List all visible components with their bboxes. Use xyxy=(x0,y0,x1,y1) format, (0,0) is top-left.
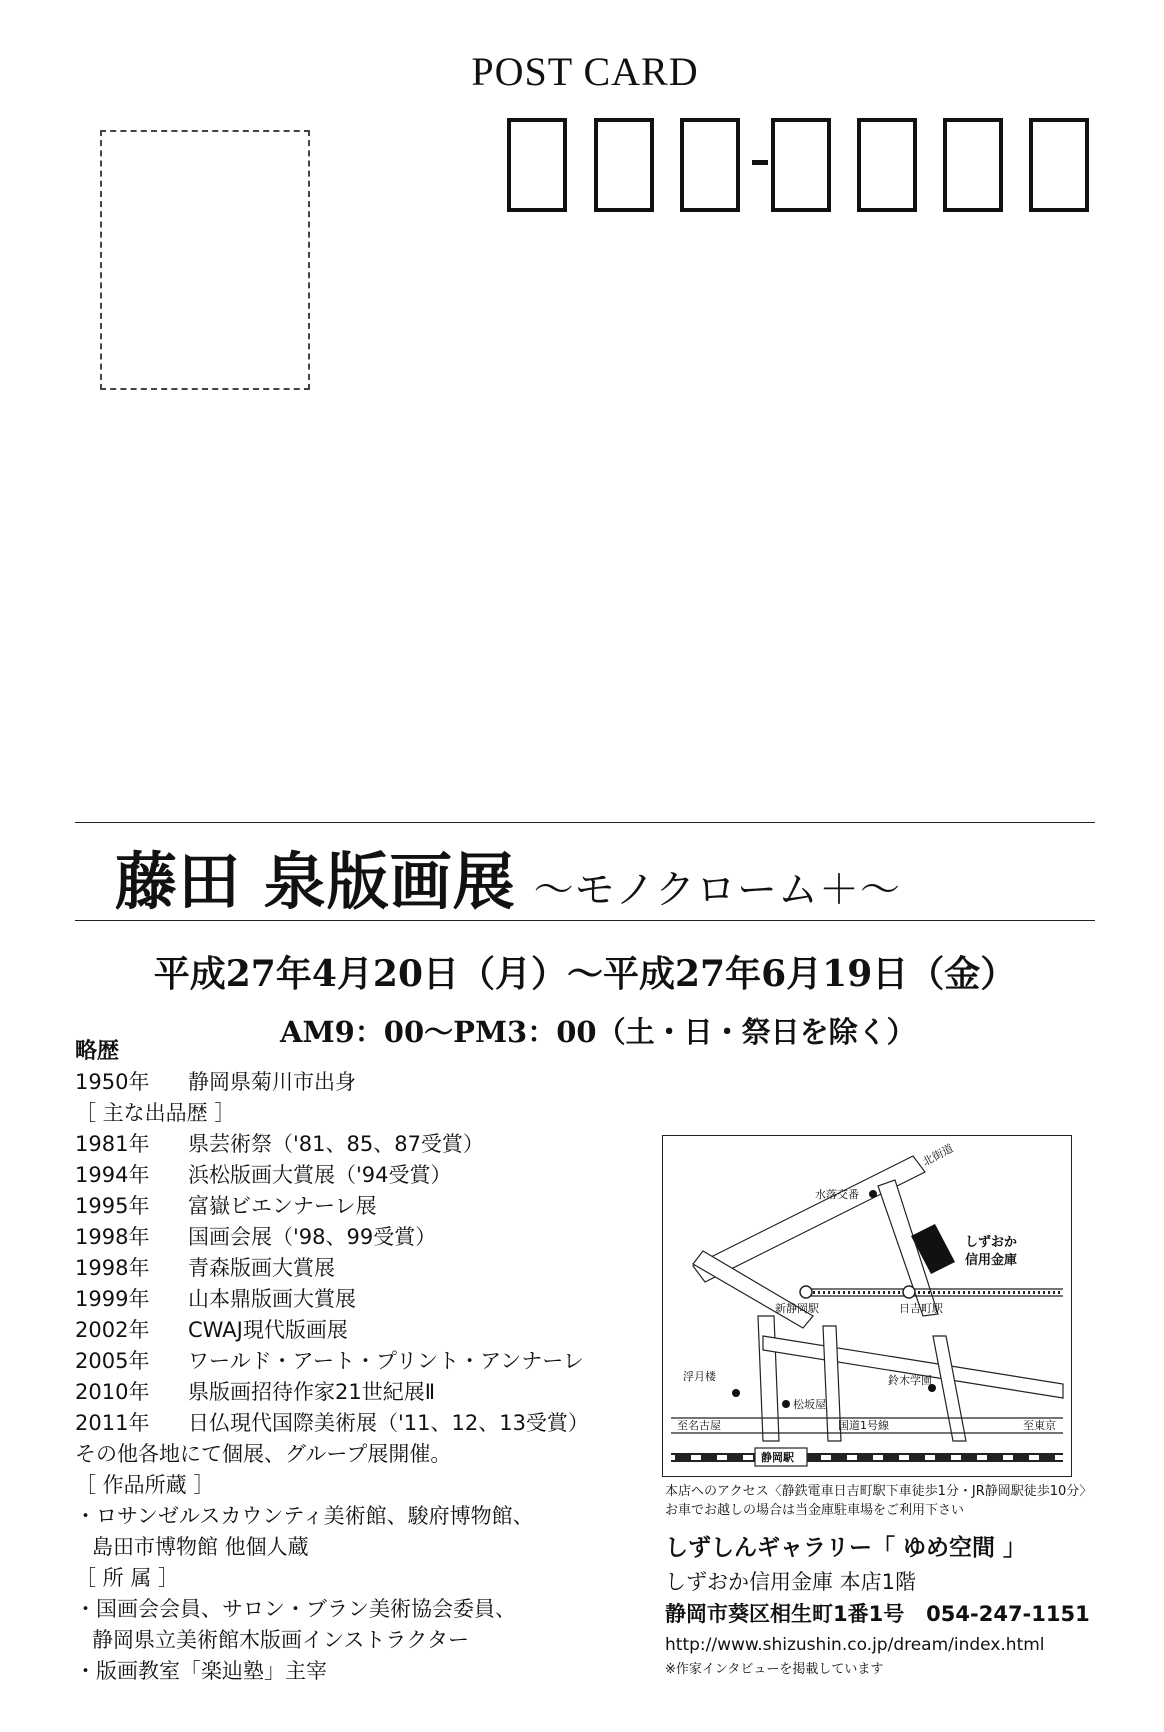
parking-note: お車でお越しの場合は当金庫駐車場をご利用下さい xyxy=(665,1503,965,1518)
map-label-suzuki-gakuen: 鈴木学園 xyxy=(888,1374,932,1387)
bio-year: 1998年 xyxy=(75,1225,150,1249)
bio-text: CWAJ現代版画展 xyxy=(188,1318,348,1342)
affiliation-heading: ［ 所 属 ］ xyxy=(75,1566,180,1590)
exhibition-history-item xyxy=(75,1377,635,1408)
map-label-mizuochi: 水落交番 xyxy=(815,1188,859,1201)
collections-line: 島田市博物館 他個人蔵 xyxy=(92,1535,309,1559)
marker-icon xyxy=(869,1190,877,1198)
bio-text: 静岡県菊川市出身 xyxy=(188,1070,356,1094)
access-directions: 本店へのアクセス〈静鉄電車日吉町駅下車徒歩1分・JR静岡駅徒歩10分〉 xyxy=(665,1484,1093,1499)
bio-text: 県版画招待作家21世紀展Ⅱ xyxy=(188,1380,436,1404)
bio-heading: 略歴 xyxy=(75,1039,120,1064)
postal-code-dash xyxy=(752,160,768,165)
exhibition-history-item xyxy=(75,1408,635,1439)
exhibition-hours: AM9：00〜PM3：00（土・日・祭日を除く） xyxy=(280,1015,916,1049)
bio-text: 県芸術祭（'81、85、87受賞） xyxy=(188,1132,484,1156)
exhibitions-heading: ［ 主な出品歴 ］ xyxy=(75,1101,236,1125)
map-drawing xyxy=(663,1136,1070,1475)
exhibition-history-item xyxy=(75,1191,635,1222)
title-main: 藤田 泉版画展 xyxy=(115,845,516,918)
exhibition-history-list xyxy=(75,1129,635,1439)
bio-year: 1995年 xyxy=(75,1194,150,1218)
exhibition-history-item xyxy=(75,1129,635,1160)
map-label-route1: 国道1号線 xyxy=(838,1419,889,1432)
collections-line: ・ロサンゼルスカウンティ美術館、駿府博物館、 xyxy=(75,1504,534,1528)
affiliation-line: 静岡県立美術館木版画インストラクター xyxy=(92,1628,469,1652)
bio-year: 1998年 xyxy=(75,1256,150,1280)
bio-text: 国画会展（'98、99受賞） xyxy=(188,1225,437,1249)
gallery-name: しずしんギャラリー「 ゆめ空間 」 xyxy=(665,1535,1027,1561)
exhibition-history-item xyxy=(75,1160,635,1191)
exhibition-history-item xyxy=(75,1315,635,1346)
bio-text: 山本鼎版画大賞展 xyxy=(188,1287,356,1311)
postal-code-box xyxy=(943,118,1003,212)
map-label-bank: しずおか xyxy=(965,1235,1018,1250)
postal-code-box xyxy=(857,118,917,212)
affiliation-line: ・国画会会員、サロン・ブラン美術協会委員、 xyxy=(75,1597,516,1621)
marker-icon xyxy=(782,1400,790,1408)
postal-code-box xyxy=(680,118,740,212)
bio-text: ワールド・アート・プリント・アンナーレ xyxy=(188,1349,584,1373)
gallery-info xyxy=(665,1482,1105,1680)
map-label-matsuzakaya: 松坂屋 xyxy=(793,1398,826,1411)
map-label-to-nagoya: 至名古屋 xyxy=(677,1419,721,1432)
title-subtitle: 〜モノクローム＋〜 xyxy=(533,867,901,913)
exhibition-title xyxy=(115,832,901,921)
map-roads xyxy=(671,1156,1063,1441)
address: 静岡市葵区相生町1番1号 xyxy=(665,1602,905,1626)
bio-year: 1994年 xyxy=(75,1163,150,1187)
title-top-rule xyxy=(75,822,1095,823)
postal-code-box xyxy=(594,118,654,212)
exhibition-history-item xyxy=(75,1253,635,1284)
address-line xyxy=(665,1598,1105,1630)
interview-note: ※作家インタビューを掲載しています xyxy=(665,1662,884,1677)
branch-name: しずおか信用金庫 本店1階 xyxy=(665,1570,917,1594)
postal-code-box xyxy=(1029,118,1089,212)
bio-year: 2005年 xyxy=(75,1349,150,1373)
bio-text: 日仏現代国際美術展（'11、12、13受賞） xyxy=(188,1411,589,1435)
bio-year: 1981年 xyxy=(75,1132,150,1156)
map-label-shizuoka-station: 静岡駅 xyxy=(761,1451,794,1464)
phone-number: 054-247-1151 xyxy=(926,1602,1090,1626)
exhibition-history-item xyxy=(75,1284,635,1315)
stamp-box xyxy=(100,130,310,390)
collections-heading: ［ 作品所蔵 ］ xyxy=(75,1473,215,1497)
bio-year: 2002年 xyxy=(75,1318,150,1342)
website-url[interactable]: http://www.shizushin.co.jp/dream/index.html xyxy=(665,1635,1045,1655)
map-label-bank: 信用金庫 xyxy=(965,1253,1018,1268)
bio-text: 富嶽ビエンナーレ展 xyxy=(188,1194,377,1218)
exhibition-history-item xyxy=(75,1346,635,1377)
map-label-to-tokyo: 至東京 xyxy=(1023,1419,1056,1432)
bio-text: 青森版画大賞展 xyxy=(188,1256,335,1280)
title-bottom-rule xyxy=(75,920,1095,921)
map-label-shin-shizuoka: 新静岡駅 xyxy=(775,1302,819,1315)
postal-code-box xyxy=(507,118,567,212)
bio-year: 1999年 xyxy=(75,1287,150,1311)
bio-text: 浜松版画大賞展（'94受賞） xyxy=(188,1163,452,1187)
postal-code-box xyxy=(771,118,831,212)
bio-year: 1950年 xyxy=(75,1070,150,1094)
postcard-heading: POST CARD xyxy=(471,49,699,94)
bio-year: 2010年 xyxy=(75,1380,150,1404)
bio-birth xyxy=(75,1067,635,1098)
affiliation-line: ・版画教室「楽辿塾」主宰 xyxy=(75,1659,327,1683)
access-map xyxy=(662,1135,1072,1477)
bio-other: その他各地にて個展、グループ展開催。 xyxy=(75,1442,452,1466)
map-label-hiyoshicho: 日吉町駅 xyxy=(899,1302,943,1315)
map-label-ukigetsu: 浮月楼 xyxy=(683,1370,716,1383)
artist-biography xyxy=(75,1036,635,1687)
exhibition-dates: 平成27年4月20日（月）〜平成27年6月19日（金） xyxy=(153,953,1017,995)
exhibition-history-item xyxy=(75,1222,635,1253)
marker-icon xyxy=(732,1389,740,1397)
bio-year: 2011年 xyxy=(75,1411,150,1435)
map-label-north-road: 北街道 xyxy=(920,1141,956,1169)
